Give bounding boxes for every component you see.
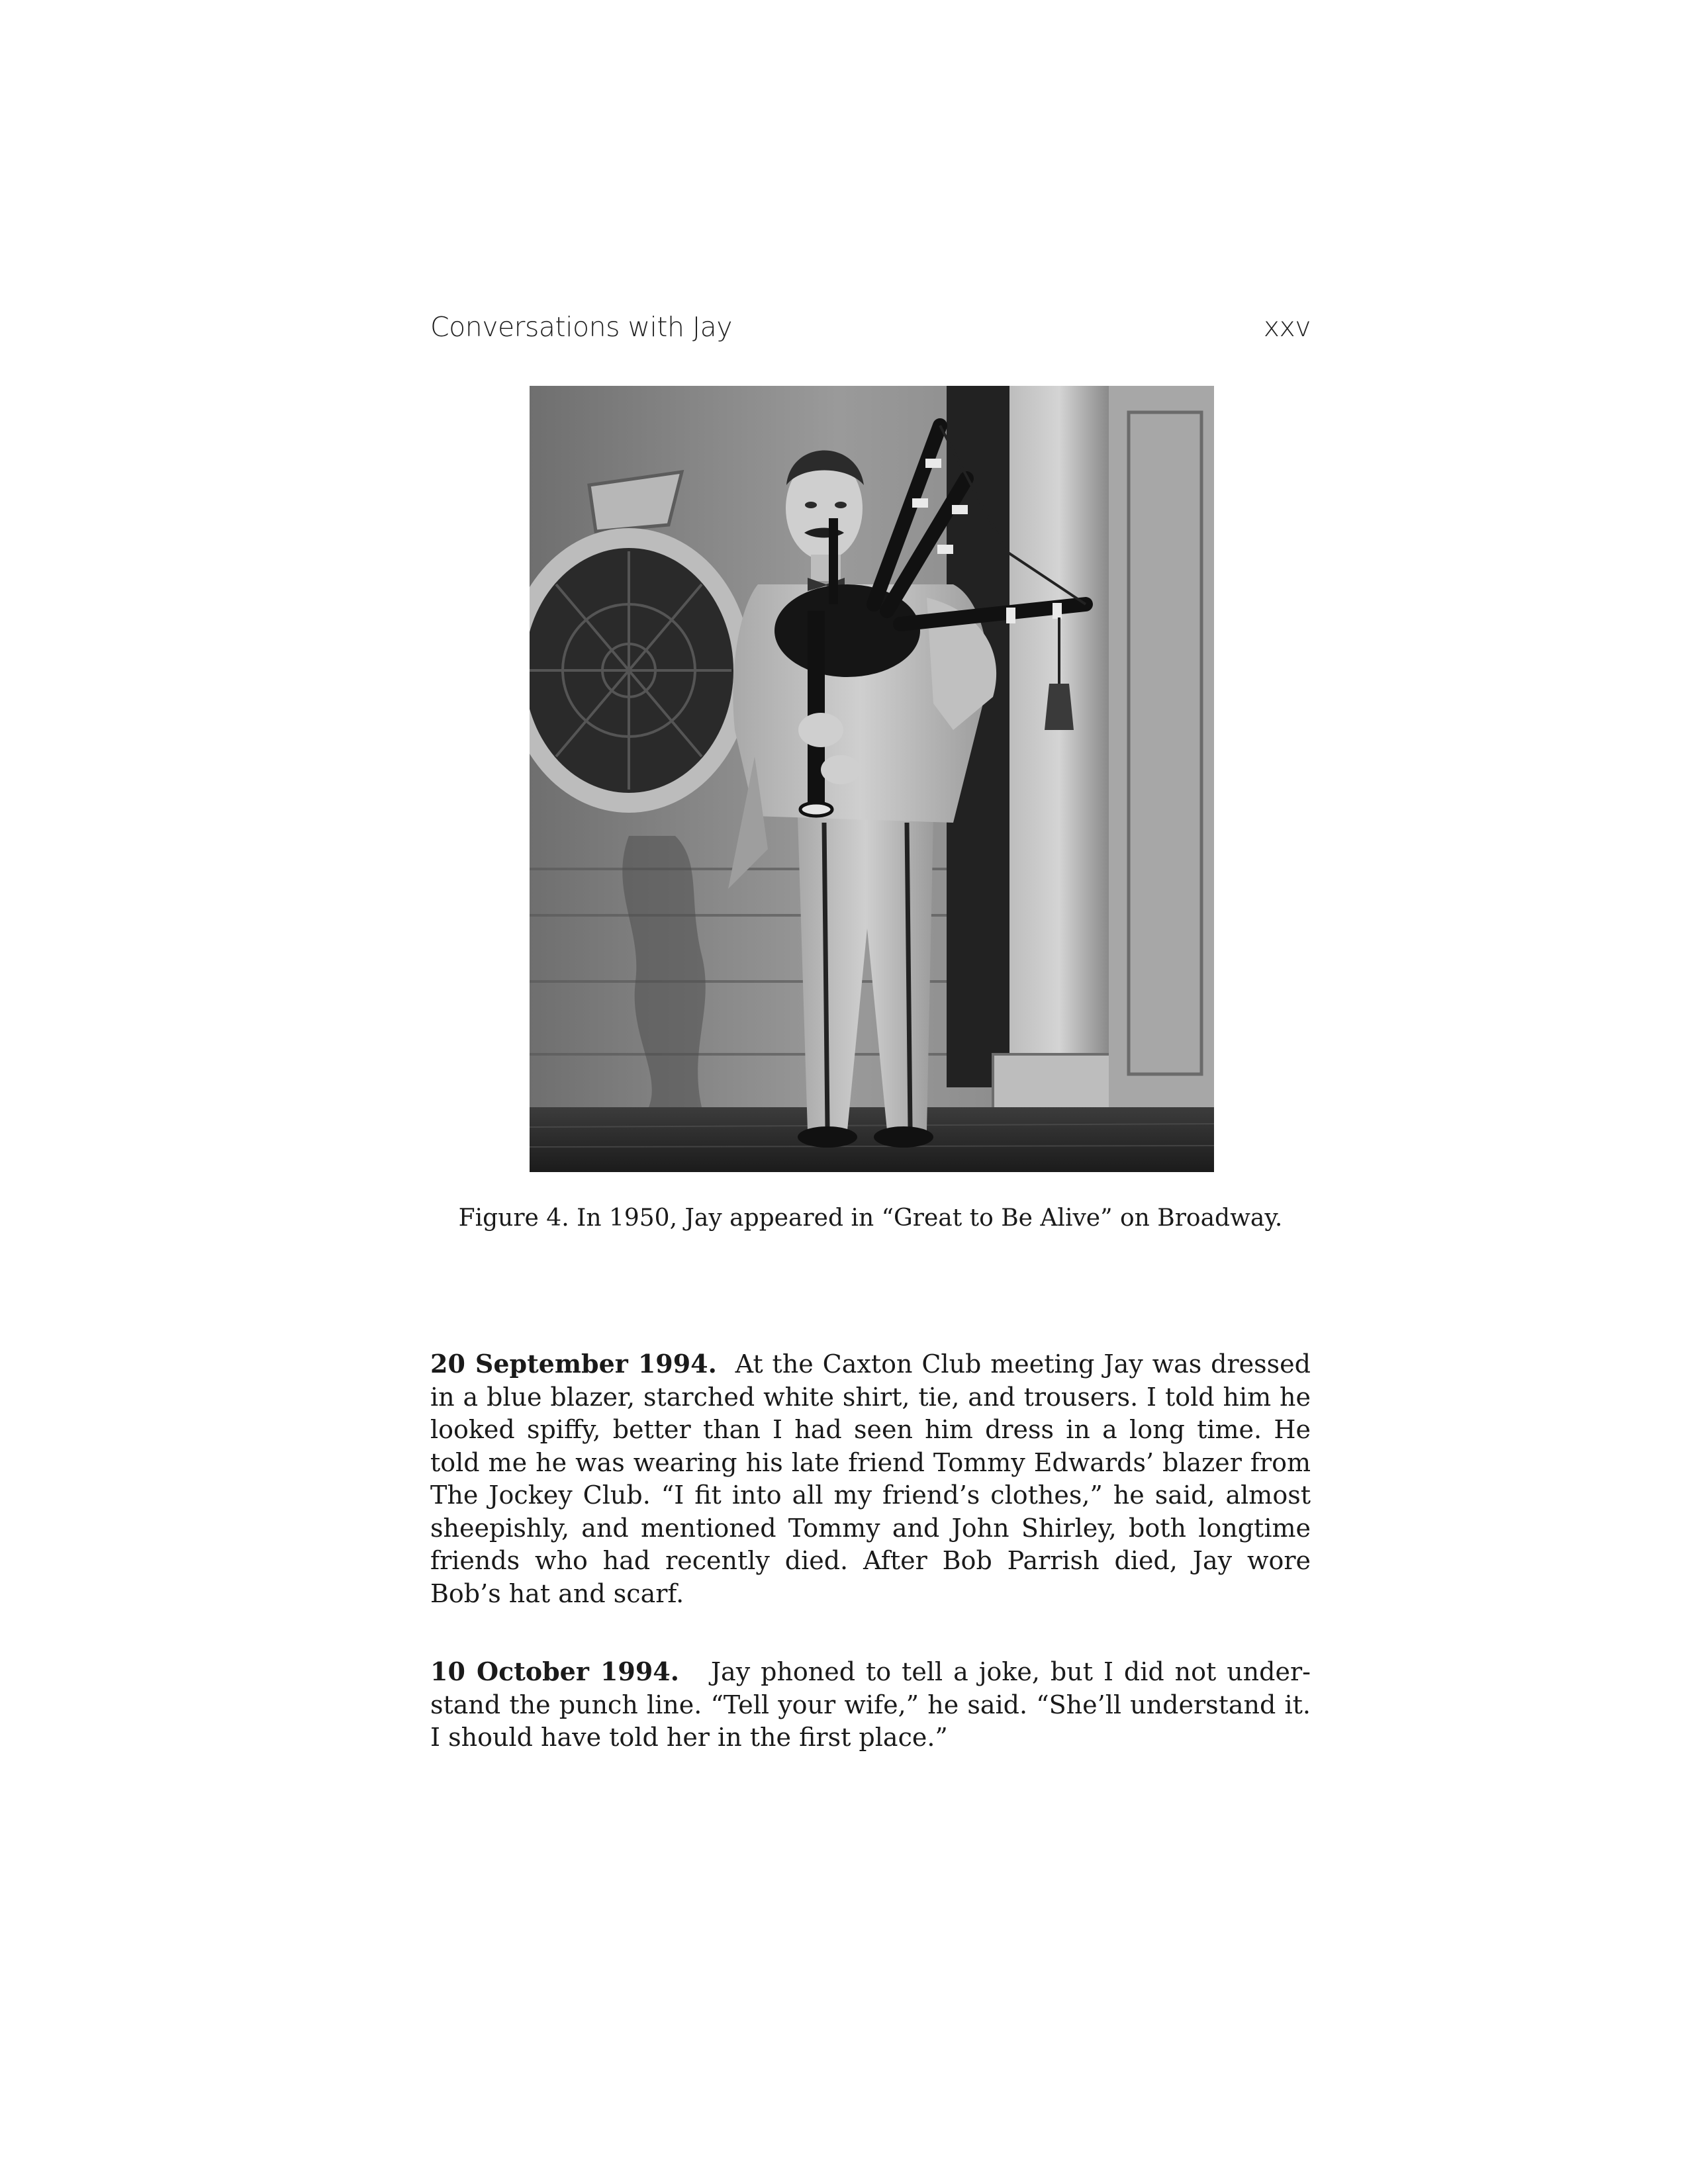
bagpiper-photo xyxy=(530,386,1214,1172)
diary-entry xyxy=(430,1655,1311,1754)
entry-date: 20 September 1994. xyxy=(430,1349,717,1379)
running-head xyxy=(430,311,1311,351)
page-number: xxv xyxy=(1263,311,1311,343)
diary-entry xyxy=(430,1347,1311,1610)
figure-photo xyxy=(530,386,1214,1172)
entry-date: 10 October 1994. xyxy=(430,1657,679,1686)
entry-text: Jay phoned to tell a joke, but I did not understand the punch line. “Tell your wife,” he said. “She’ll understand it. I should have told her in the first place.” xyxy=(430,1657,1311,1752)
figure-caption: Figure 4. In 1950, Jay appeared in “Great to Be Alive” on Broadway. xyxy=(458,1205,1283,1232)
book-title: Conversations with Jay xyxy=(430,311,732,343)
entry-text: At the Caxton Club meeting Jay was dressed in a blue blazer, starched white shirt, tie, and trousers. I told him he looked spiffy, better than I had seen him dress in a long time. He told me he was wearing his late friend Tommy Edwards’ blazer from The Jockey Club. “I fit into all my friend’s clothes,” he said, almost sheepishly, and mentioned Tommy and John Shirley, both longtime friends who had recently died. After Bob Parrish died, Jay wore Bob’s hat and scarf. xyxy=(430,1349,1311,1608)
